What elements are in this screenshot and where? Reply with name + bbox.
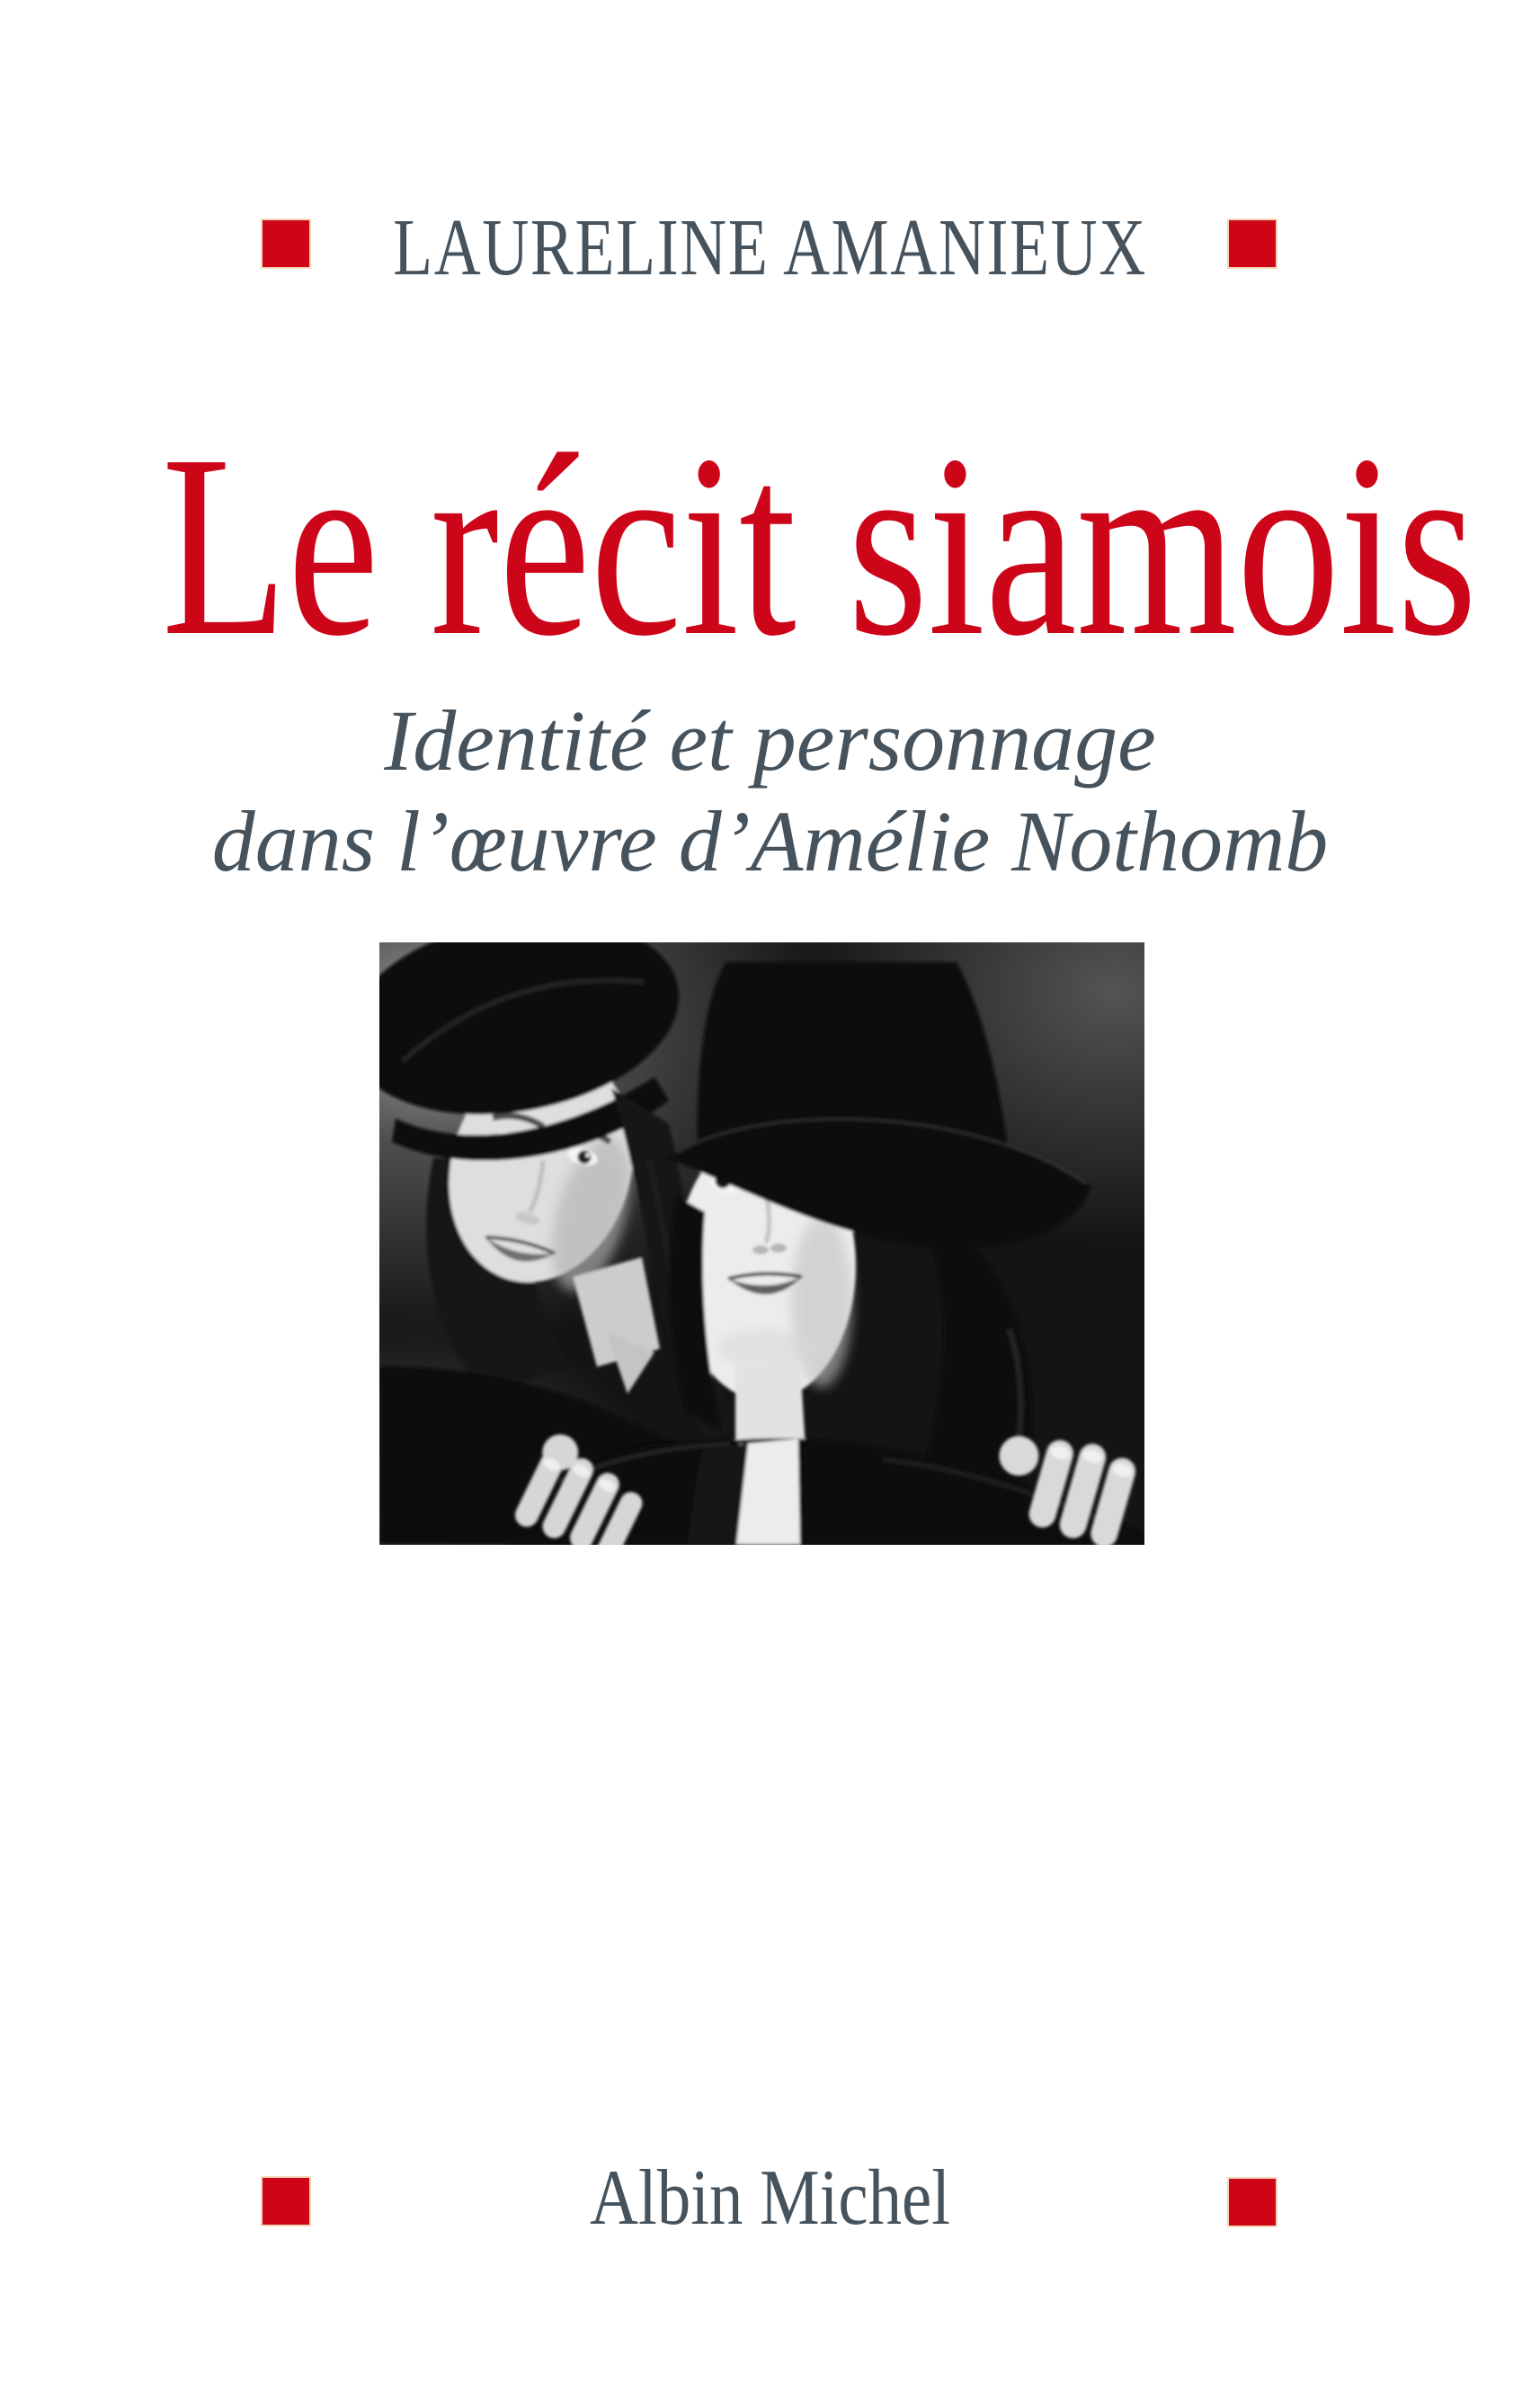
cover-photo (379, 942, 1144, 1545)
book-subtitle (0, 691, 1540, 892)
subtitle-line-1: Identité et personnage (384, 692, 1156, 789)
cover-photo-illustration (379, 942, 1144, 1545)
author-name: LAURELINE AMANIEUX (393, 203, 1147, 292)
publisher-name: Albin Michel (590, 2155, 950, 2242)
book-title: Le récit siamois (161, 401, 1478, 690)
subtitle-line-2: dans l’œuvre d’Amélie Nothomb (211, 793, 1329, 889)
red-square-bottom-left (263, 2178, 309, 2225)
red-square-bottom-right (1229, 2179, 1276, 2226)
